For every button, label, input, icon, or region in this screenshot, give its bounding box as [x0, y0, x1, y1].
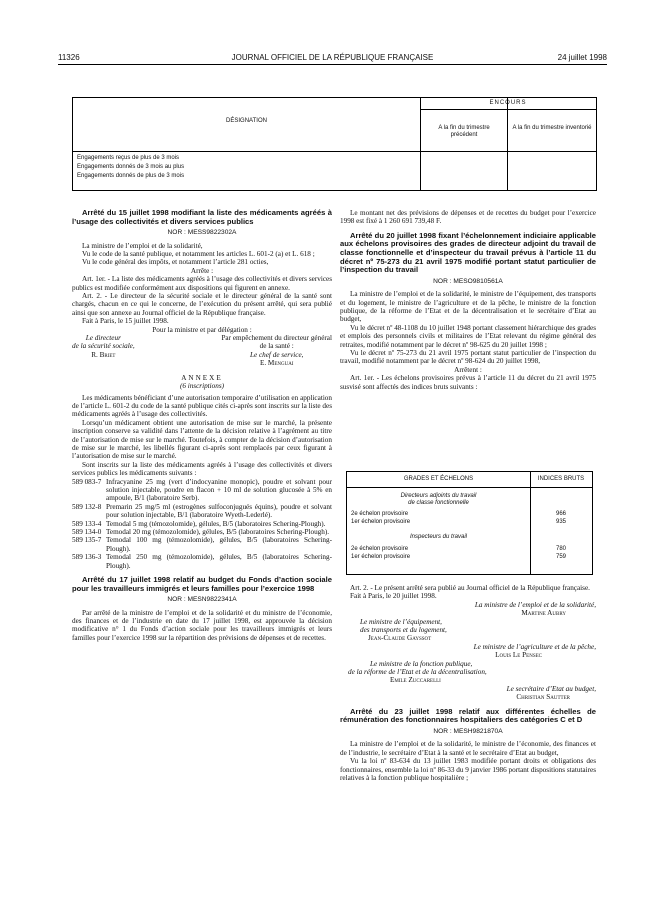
issue-date: 24 juillet 1998 [557, 53, 607, 62]
table-row: 2e échelon provisoire [351, 511, 409, 517]
arrete1-fait: Fait à Paris, le 15 juillet 1998. [82, 317, 169, 326]
list-item: 589 083-7 Infracyanine 25 mg (vert d’indocyanine monopic), poudre et solvant pour solution injectable, poudre en flacon + 10 ml de solution glucosée à 5% en ampoule, B/1 (laboratoire Serb). [72, 477, 332, 503]
table-divider [347, 487, 592, 488]
arrete1-vu1: Vu le code de la santé publique, et notamment les articles L. 601-2 (a) et L. 618 ; [82, 250, 315, 258]
arrete3-title: Arrêté du 20 juillet 1998 fixant l’échelonnement indiciaire applicable aux échelons provisoires des grades de directeur adjoint du travail de classe fonctionnelle et d’inspecteur du travail prévus à l’article 11 du décret nº 75-273 du 21 avril 1975 modifié portant statut particulier de l’inspection du travail [340, 230, 596, 275]
list-item: 589 135-7 Temodal 100 mg (témozolomide), gélules, B/5 (laboratoires Schering-Plough). [72, 536, 332, 553]
arrete3-art2: Art. 2. - Le présent arrêté sera publié au Journal officiel de la République française. [350, 584, 590, 592]
table-divider [420, 109, 596, 110]
group-label: Directeurs adjoints du travail [400, 493, 477, 499]
list-item: 589 136-3 Temodal 250 mg (témozolomide), gélules, B/5 (laboratoires Schering-Plough). [72, 553, 332, 570]
sig-sautter: Christian Sautter [516, 693, 570, 702]
arrete3-fait: Fait à Paris, le 20 juillet 1998. [350, 592, 437, 601]
arrete3-art1: Art. 1er. - Les échelons provisoires prévus à l’article 11 du décret du 21 avril 1975 susvisé sont affectés des indices bruts suivants : [340, 374, 596, 391]
encours-header: ENCOURS [489, 100, 527, 106]
arrete3-nor: NOR : MESO9810561A [433, 277, 503, 285]
budget-amount: Le montant net des prévisions de dépenses et de recettes du budget pour l’exercice 1998 est fixé à 1 260 691 739,48 F. [340, 209, 596, 226]
sig-right-1: Par empêchement du directeur général [221, 334, 332, 343]
sig-zuccarelli-role: Le ministre de la fonction publique, [370, 659, 473, 668]
table-row: Engagements reçus de plus de 3 mois [77, 155, 180, 161]
arrete1-art2: Art. 2. - Le directeur de la sécurité sociale et le directeur général de la santé sont chargés, chacun en ce qui le concerne, de l’exécution du présent arrêté, qui sera publié ainsi que son annexe au Journal officiel de la République française. [72, 292, 332, 317]
annexe-p3: Sont inscrits sur la liste des médicaments agréés à l’usage des collectivités et divers services publics les médicaments suivants : [72, 460, 332, 478]
arrete1-vu2: Vu le code général des impôts, et notamment l’article 281 octies, [82, 258, 269, 267]
sig-aubry-role: La ministre de l’emploi et de la solidarité, [474, 600, 596, 609]
arrete2-nor: NOR : MESN9822341A [167, 596, 237, 604]
arrete2-p1: Par arrêté de la ministre de l’emploi et de la solidarité et du ministre de l’économie, des finances et de l’industrie en date du 17 juillet 1998, est approuvée la décision modificative n° 1 du Fonds d’action sociale pour les travailleurs immigrés et leurs familles pour l’exercice 1998 sur la répartition des prévisions de dépenses et de recettes. [72, 608, 332, 642]
col-header-previous: A la fin du trimestre précédent [438, 125, 490, 138]
right-column-top [340, 209, 596, 391]
sig-right-3: Le chef de service, [249, 350, 304, 359]
arrete4-title: Arrêté du 23 juillet 1998 relatif aux différentes échelles de rémunération des fonctionnaires hospitaliers des catégories C et D [340, 706, 596, 725]
list-item: 589 132-8 Premarin 25 mg/5 ml (estrogènes sulfoconjugués équins), poudre et solvant pour solution injectable, B/1 (laboratoire Wyeth-Lederlé). [72, 502, 332, 520]
table-row: 1er échelon provisoire [351, 519, 411, 525]
list-item: 589 134-0 Temodal 20 mg (témozolomide), gélules, B/5 (laboratoires Schering-Plough). [72, 528, 330, 536]
sig-gayssot-role: Le ministre de l’équipement, [360, 617, 442, 626]
right-column-bottom [340, 584, 596, 782]
arrete4-nor: NOR : MESH9821870A [433, 727, 503, 735]
arrete1-signatures [72, 334, 332, 368]
annexe-title: ANNEXE [181, 373, 223, 382]
arrete3-p1: La ministre de l’emploi et de la solidarité, le ministre de l’équipement, des transports et du logement, le ministre de l’agriculture et de la pêche, le ministre de la fonction publique, de la réforme de l’Etat et de la décentralisation et le secrétaire d’Etat au budget, [340, 290, 596, 324]
table-cell: 935 [555, 519, 566, 525]
table-row: Engagements donnés de plus de 3 mois [77, 173, 185, 179]
sig-gayssot-role2: des transports et du logement, [360, 626, 447, 635]
group-label: Inspecteurs du travail [409, 534, 468, 540]
arrete1-title: Arrêté du 15 juillet 1998 modifiant la liste des médicaments agréés à l’usage des collectivités et divers services publics [72, 208, 332, 226]
page-number: 11326 [58, 53, 80, 62]
arrete3-p3: Vu le décret nº 75-273 du 21 avril 1975 portant statut particulier de l’inspection du travail, modifié notamment par le décret nº 98-624 du 20 juillet 1998, [340, 349, 596, 366]
group-label: de classe fonctionnelle [408, 500, 469, 506]
table-row: 2e échelon provisoire [351, 546, 409, 552]
sig-sautter-role: Le secrétaire d’Etat au budget, [506, 684, 596, 693]
grades-table [346, 471, 593, 575]
table-cell: 966 [555, 511, 566, 517]
col-header-current: A la fin du trimestre inventorié [512, 125, 592, 131]
table-cell: 759 [555, 554, 566, 560]
designation-header: DÉSIGNATION [226, 118, 267, 124]
left-column [72, 209, 332, 642]
table-divider [73, 151, 596, 152]
sig-lepensec: Louis Le Pensec [495, 651, 542, 660]
arrete3-arretent: Arrêtent : [454, 365, 482, 374]
arrete1-art1: Art. 1er. - La liste des médicaments agréés à l’usage des collectivités et divers services publics est modifiée conformément aux dispositions qui figurent en annexe. [72, 275, 332, 292]
arrete4-p2: Vu la loi nº 83-634 du 13 juillet 1983 modifiée portant droits et obligations des fonctionnaires, ensemble la loi nº 86-33 du 9 janvier 1986 portant dispositions statutaires relatives à la fonction publique hospitalière ; [340, 757, 596, 782]
table-row: 1er échelon provisoire [351, 554, 411, 560]
encours-table [72, 97, 597, 191]
sig-left-1: Le directeur [85, 334, 121, 343]
annexe-p1: Les médicaments bénéficiant d’une autorisation temporaire d’utilisation en application de l’article L. 601-2 du code de la santé publique cités ci-après sont inscrits sur la liste des médicaments agréés à l’usage des collectivités. [72, 393, 332, 419]
sig-lepensec-role: Le ministre de l’agriculture et de la pêche, [473, 642, 596, 651]
annexe-subtitle: (6 inscriptions) [179, 382, 225, 391]
table-divider [420, 98, 421, 190]
arrete1-nor: NOR : MESS9822302A [167, 229, 237, 237]
arrete1-arrete: Arrête : [190, 266, 214, 275]
sig-right-4: E. Menguai [259, 359, 294, 368]
arrete1-pour: Pour la ministre et par délégation : [152, 325, 252, 334]
sig-left-3: R. Briet [91, 350, 116, 359]
sig-zuccarelli-role2: de la réforme de l’Etat et de la décentralisation, [348, 668, 487, 677]
sig-right-2: de la santé : [259, 342, 294, 351]
header-rule [58, 64, 607, 65]
sig-gayssot: Jean-Claude Gayssot [368, 634, 432, 643]
table-row: Engagements donnés de 3 mois au plus [77, 164, 185, 170]
annexe-p2: Lorsqu’un médicament obtient une autorisation de mise sur le marché, la présente inscription conserve sa validité dans l’attente de la décision relative à l’agrément au titre de l’autorisation de mise sur le marché. Toutefois, à compter de la décision d’autorisation de mise sur le marché, les libellés figurant ci-après sont remplacés par ceux figurant à l’autorisation de mise sur le marché. [72, 418, 332, 461]
arrete1-intro: La ministre de l’emploi et de la solidarité, [82, 241, 203, 250]
arrete4-p1: La ministre de l’emploi et de la solidarité, le ministre de l’économie, des finances et de l’industrie, le secrétaire d’Etat à la santé et le secrétaire d’Etat au budget, [340, 740, 596, 757]
sig-aubry: Martine Aubry [521, 609, 566, 618]
table-divider [507, 98, 508, 190]
arrete2-title: Arrêté du 17 juillet 1998 relatif au budget du Fonds d’action sociale pour les travailleurs immigrés et leurs familles pour l’exercice 1998 [72, 575, 332, 593]
table-cell: 780 [555, 546, 566, 552]
list-item: 589 133-4 Temodal 5 mg (témozolomide), gélules, B/5 (laboratoires Schering-Plough). [72, 519, 326, 528]
indices-header: INDICES BRUTS [537, 476, 585, 482]
sig-zuccarelli: Emile Zuccarelli [390, 676, 441, 685]
arrete3-p2: Vu le décret nº 48-1108 du 10 juillet 1948 portant classement hiérarchique des grades et emplois des personnels civils et militaires de l’Etat relevant du régime général des retraites, modifié notamment par le décret nº 98-625 du 20 juillet 1998 ; [340, 323, 596, 349]
sig-left-2: de la sécurité sociale, [72, 342, 135, 351]
journal-title: JOURNAL OFFICIEL DE LA RÉPUBLIQUE FRANÇAISE [231, 53, 434, 62]
grades-header: GRADES ET ÉCHELONS [403, 476, 474, 482]
